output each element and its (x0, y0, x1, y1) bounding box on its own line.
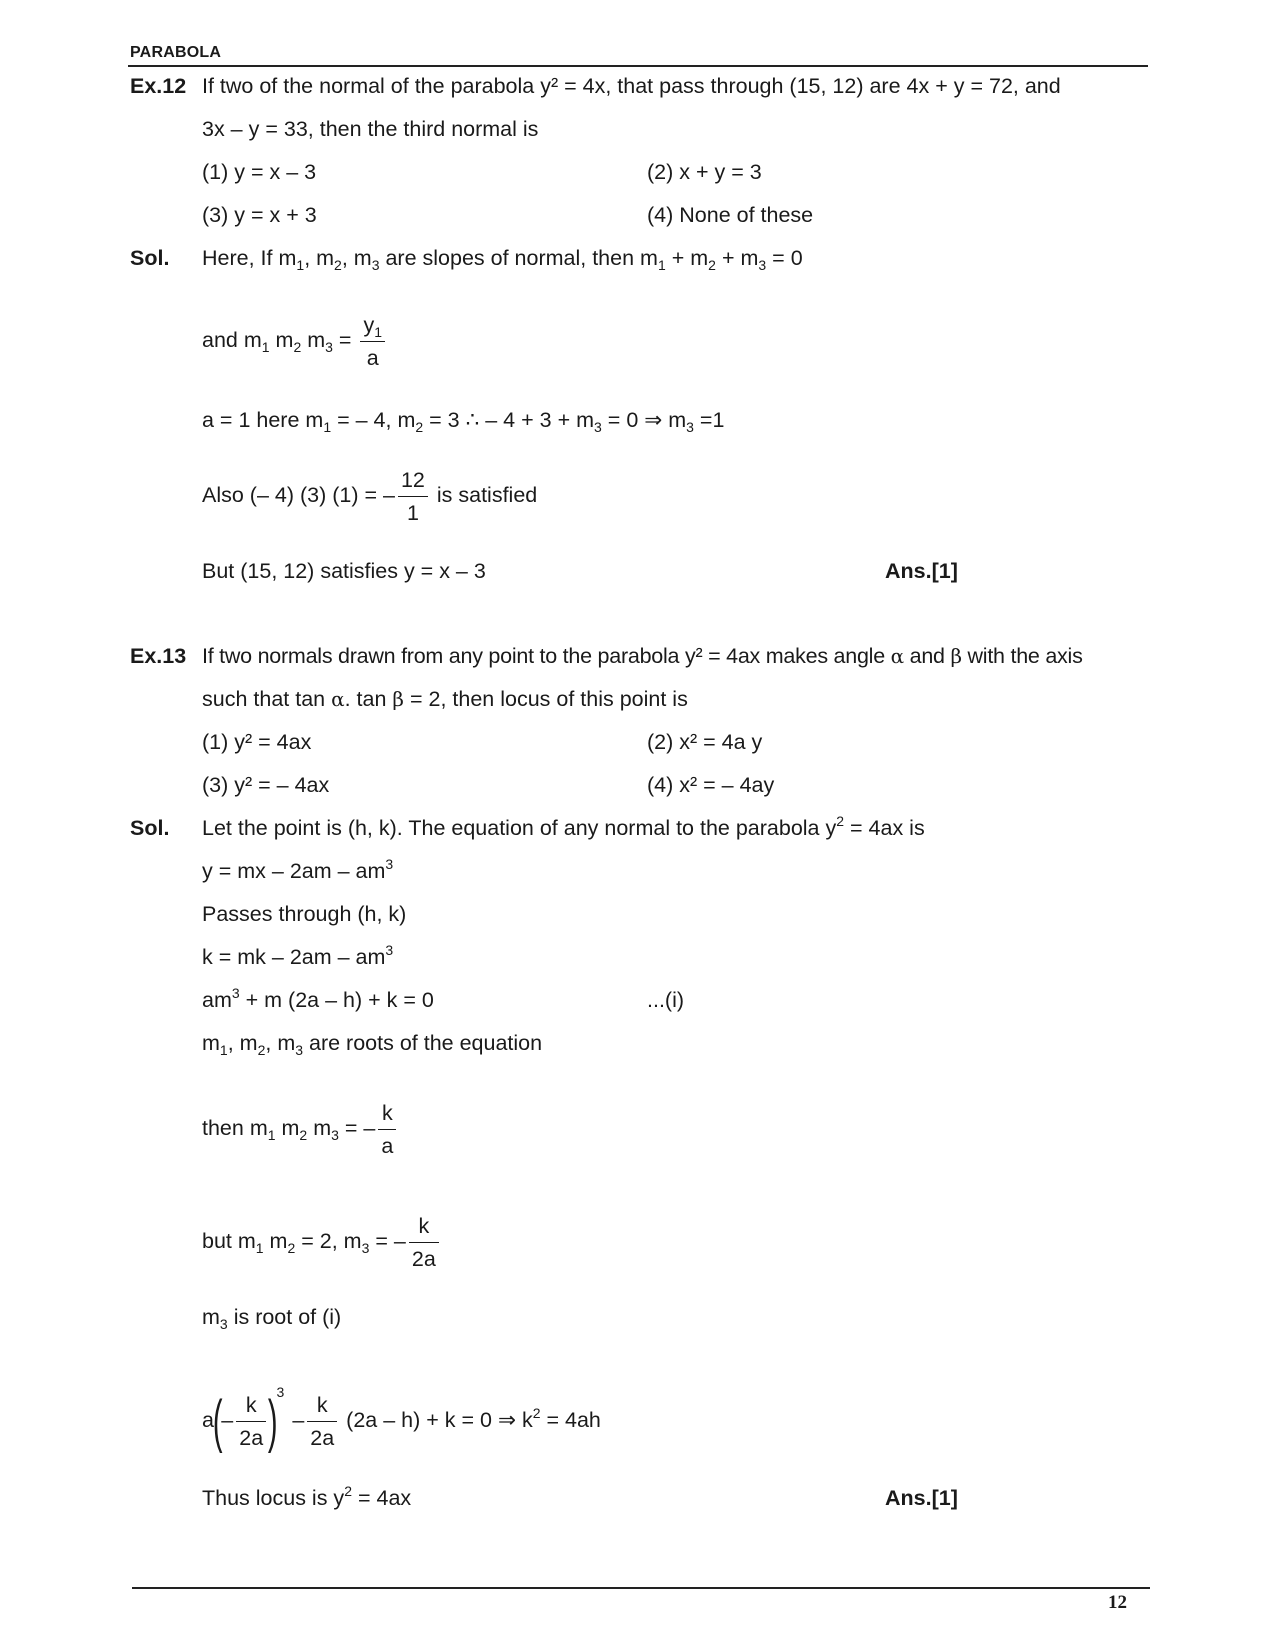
fraction-k-over-2a-inner: $\frac{k}{2a}$ (236, 1392, 266, 1451)
footer-rule (132, 1587, 1150, 1589)
ex12-sol-line4: Also (– 4) (3) (1) = – $\frac{12}{1}$ is satisfied (202, 468, 538, 525)
ex13-sol-line3: Passes through (h, k) (202, 902, 407, 926)
ex12-question-line1: If two of the normal of the parabola y² = 4x, that pass through (15, 12) are 4x + y = 72, and (202, 74, 1061, 98)
beta-symbol: β (950, 644, 962, 668)
ex13-sol-line11: Thus locus is $y^2 = 4ax$ (202, 1483, 412, 1510)
fraction-k-over-2a: $\frac{k}{2a}$ (409, 1213, 439, 1272)
alpha-symbol: α (890, 644, 904, 668)
page-header-title: PARABOLA (130, 44, 222, 61)
header-rule (128, 65, 1148, 67)
ex12-sol-line2: and $m_1$ $m_2$ $m_3$ = $\frac{y_1}{a}$ (202, 312, 388, 371)
ex13-answer: Ans.[1] (885, 1486, 958, 1510)
ex12-sol-line1: Here, If $m_1$, $m_2$, $m_3$ are slopes of normal, then $m_1 + m_2 + m_3 = 0$ (202, 246, 803, 273)
ex12-sol-line3: a = 1 here $m_1$ = – 4, $m_2 = 3$ ∴ – $4 + 3 + m_3 = 0$ ⇒ $m_3 =1$ (202, 408, 725, 435)
ex13-option-2: (2) x² = 4a y (647, 730, 763, 754)
ex13-sol-line1: Let the point is (h, k). The equation of any normal to the parabola $y^2 = 4ax$ is (202, 813, 925, 840)
ex13-eq-tag: ...(i) (647, 988, 685, 1012)
ex12-option-3: (3) y = x + 3 (202, 203, 317, 227)
fraction-y1-over-a: $\frac{y_1}{a}$ (360, 312, 385, 371)
page-number: 12 (1108, 1592, 1127, 1613)
ex12-answer: Ans.[1] (885, 559, 958, 583)
ex12-option-2: (2) x + y = 3 (647, 160, 762, 184)
fraction-k-over-2a-second: $\frac{k}{2a}$ (307, 1392, 337, 1451)
fraction-k-over-a: $\frac{k}{a}$ (378, 1100, 396, 1159)
ex13-sol-line8: but $m_1$ $m_2 = 2$, $m_3$ = – $\frac{k}{2a}$ (202, 1213, 442, 1272)
ex12-option-4: (4) None of these (647, 203, 814, 227)
ex13-sol-line7: then $m_1$ $m_2$ $m_3$ = – $\frac{k}{a}$ (202, 1100, 399, 1159)
ex12-option-1: (1) y = x – 3 (202, 160, 317, 184)
ex13-question-line2: such that tan α. tan β = 2, then locus of this point is (202, 687, 688, 711)
ex13-question-line1: If two normals drawn from any point to the parabola y² = 4ax makes angle α and β with the axis (202, 644, 1083, 668)
ex13-sol-line4: k = mk – $2am - am^3$ (202, 942, 394, 969)
ex12-question-line2: 3x – y = 33, then the third normal is (202, 117, 539, 141)
ex13-label: Ex.13 (130, 644, 187, 668)
ex13-sol-line5: $am^3 + m$ (2a – h) + k = 0 (202, 985, 434, 1012)
ex13-option-3: (3) y² = – 4ax (202, 773, 330, 797)
ex13-sol-line9: $m_3$ is root of (i) (202, 1305, 342, 1332)
ex13-option-1: (1) y² = 4ax (202, 730, 312, 754)
ex13-sol-label: Sol. (130, 816, 170, 840)
ex13-option-4: (4) x² = – 4ay (647, 773, 775, 797)
ex12-sol-label: Sol. (130, 246, 170, 270)
ex13-sol-line6: $m_1$, $m_2$, $m_3$ are roots of the equation (202, 1031, 543, 1058)
ex13-sol-line2: y = mx – $2am - am^3$ (202, 856, 394, 883)
ex13-sol-line10: a(– $\frac{k}{2a}$ )$^3$– $\frac{k}{2a}$ (2a – h) + k = 0 ⇒ $k^2 = 4ah$ (202, 1384, 601, 1454)
ex12-label: Ex.12 (130, 74, 187, 98)
ex12-sol-line5: But (15, 12) satisfies y = x – 3 (202, 559, 486, 583)
fraction-12-over-1: $\frac{12}{1}$ (398, 467, 428, 526)
